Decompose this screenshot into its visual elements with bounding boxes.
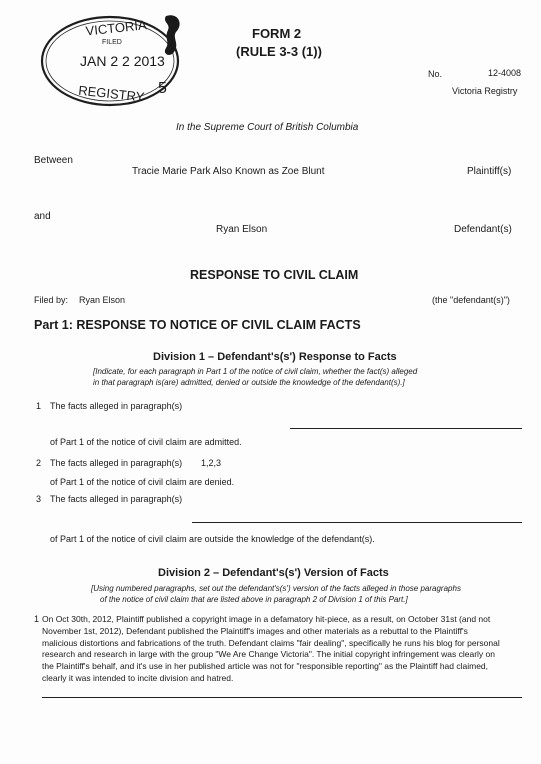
defendant-name: Ryan Elson (216, 224, 268, 235)
between-label: Between (34, 155, 73, 166)
item3-number: 3 (36, 494, 42, 504)
case-number: 12-4008 (488, 68, 522, 78)
stamp-number: 5 (158, 80, 167, 97)
plaintiff-name: Tracie Marie Park Also Known as Zoe Blunt (132, 166, 325, 177)
division1-heading: Division 1 – Defendant's(s') Response to Facts (153, 351, 397, 363)
plaintiff-role: Plaintiff(s) (467, 166, 512, 177)
filed-by-label: Filed by: (34, 295, 69, 305)
item2-paragraphs: 1,2,3 (201, 458, 222, 468)
division2-instructions-2: of the notice of civil claim that are listed above in paragraph 2 of Division 1 of this Part.] (100, 595, 408, 604)
division1-instructions-1: [Indicate, for each paragraph in Part 1 of the notice of civil claim, whether the fact(s) alleged (93, 367, 418, 376)
stamp-filed-text: FILED (102, 39, 122, 46)
item3-tail: of Part 1 of the notice of civil claim are outside the knowledge of the defendant(s). (50, 534, 375, 544)
division2-instructions-1: [Using numbered paragraphs, set out the defendant's(s') version of the facts alleged in those paragraphs (91, 584, 461, 593)
filed-by-name: Ryan Elson (79, 295, 126, 305)
item1-tail: of Part 1 of the notice of civil claim are admitted. (50, 437, 242, 447)
stamp-date: JAN 2 2 2013 (80, 53, 165, 69)
registry-stamp (38, 8, 200, 110)
crest-icon (165, 15, 180, 55)
item2-number: 2 (36, 458, 42, 468)
form-rule: (RULE 3-3 (1)) (236, 44, 322, 59)
stamp-top-text: VICTORIA (84, 17, 148, 39)
division2-heading: Division 2 – Defendant's(s') Version of Facts (158, 567, 389, 579)
item1-lead: The facts alleged in paragraph(s) (50, 401, 183, 411)
document-title: RESPONSE TO CIVIL CLAIM (190, 268, 359, 282)
case-number-label: No. (428, 69, 443, 79)
defendant-role: Defendant(s) (454, 224, 512, 235)
item1-paragraphs-line (290, 428, 522, 429)
facts-paragraph-text: On Oct 30th, 2012, Plaintiff published a copyright image in a defamatory hit-piece, as a result, on October 31st (and not November 1st, 2012), Defendant published the Plaintiff's images and other materials as a rebuttal to the Plaintiff's malicious distortions and fabrications of the truth. Defendant claims "fair dealing", specifically he runs his blog for personal research and research in large with the group "We Are Change Victoria". The initial copyright infringement was clearly on the Plaintiff's behalf, and it's use in her published article was not for "responsible reporting" as the Plaintiff had claimed, clearly it was intended to incite division and hatred. (42, 614, 500, 683)
item2-tail: of Part 1 of the notice of civil claim are denied. (50, 477, 235, 487)
facts-paragraph-underline (42, 697, 522, 698)
item3-lead: The facts alleged in paragraph(s) (50, 494, 183, 504)
and-label: and (34, 211, 51, 222)
filed-by-role: (the "defendant(s)") (432, 295, 510, 305)
form-number: FORM 2 (252, 26, 302, 41)
item1-number: 1 (36, 401, 42, 411)
item3-paragraphs-line (192, 522, 522, 523)
registry-name: Victoria Registry (452, 86, 518, 96)
court-name: In the Supreme Court of British Columbia (176, 122, 359, 133)
division1-instructions-2: in that paragraph is(are) admitted, denied or outside the knowledge of the defendant(s).] (93, 378, 405, 387)
item2-lead: The facts alleged in paragraph(s) (50, 458, 183, 468)
part1-heading: Part 1: RESPONSE TO NOTICE OF CIVIL CLAIM FACTS (34, 318, 361, 332)
stamp-bottom-text: REGISTRY (77, 82, 146, 105)
facts-paragraph-number: 1 (34, 614, 40, 624)
